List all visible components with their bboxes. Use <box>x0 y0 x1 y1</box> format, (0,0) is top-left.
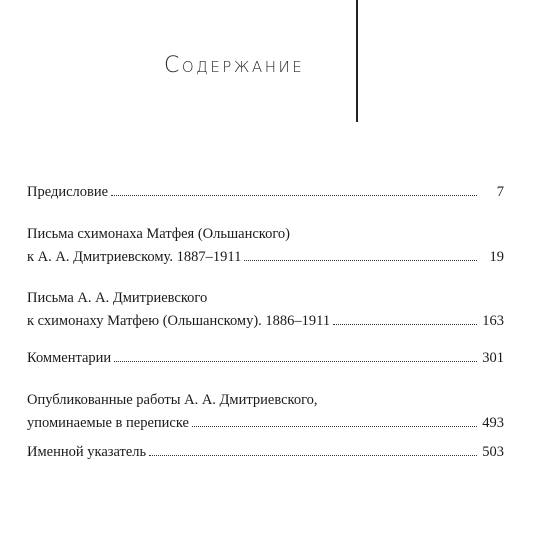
toc-entry-line <box>27 414 504 433</box>
toc-entry-line <box>27 183 504 202</box>
toc-entry-commentary[interactable] <box>27 349 504 368</box>
toc-entry-name-index[interactable] <box>27 443 504 462</box>
toc-entry-line <box>27 443 504 462</box>
dot-leader <box>114 361 477 362</box>
toc-page-number: 19 <box>489 249 504 265</box>
toc-page-number: 163 <box>482 313 504 329</box>
toc-page-number: 7 <box>496 184 504 200</box>
toc-entry-line <box>27 349 504 368</box>
title-vertical-rule <box>356 0 358 122</box>
toc-entry-line <box>27 225 504 244</box>
toc-entry-letters-dmitrievsky[interactable] <box>27 289 504 331</box>
dot-leader <box>244 260 477 261</box>
toc-entry-title-line-1: Письма А. А. Дмитриевского <box>27 290 208 306</box>
toc-entry-line <box>27 312 504 331</box>
toc-page-number: 301 <box>482 350 504 366</box>
toc-entry-title-line-1: Опубликованные работы А. А. Дмитриевского, <box>27 392 318 408</box>
toc-entry-line <box>27 289 504 308</box>
toc-entry-title-line-1: Письма схимонаха Матфея (Ольшанского) <box>27 226 290 242</box>
dot-leader <box>333 324 477 325</box>
toc-entry-line <box>27 391 504 410</box>
page-title: Содержание <box>164 53 305 78</box>
toc-entry-line <box>27 248 504 267</box>
dot-leader <box>149 455 477 456</box>
toc-entry-preface[interactable] <box>27 183 504 202</box>
toc-page-number: 493 <box>482 415 504 431</box>
toc-entry-title-line-2: к схимонаху Матфею (Ольшанскому). 1886–1911 <box>27 313 331 329</box>
toc-entry-title: Предисловие <box>27 184 109 200</box>
toc-entry-letters-matfey[interactable] <box>27 225 504 267</box>
toc-entry-title: Комментарии <box>27 350 112 366</box>
toc-entry-title-line-2: к А. А. Дмитриевскому. 1887–1911 <box>27 249 242 265</box>
dot-leader <box>192 426 477 427</box>
dot-leader <box>111 195 477 196</box>
toc-entry-title: Именной указатель <box>27 444 147 460</box>
toc-page-number: 503 <box>482 444 504 460</box>
toc-entry-published-works[interactable] <box>27 391 504 433</box>
toc-entry-title-line-2: упоминаемые в переписке <box>27 415 189 431</box>
